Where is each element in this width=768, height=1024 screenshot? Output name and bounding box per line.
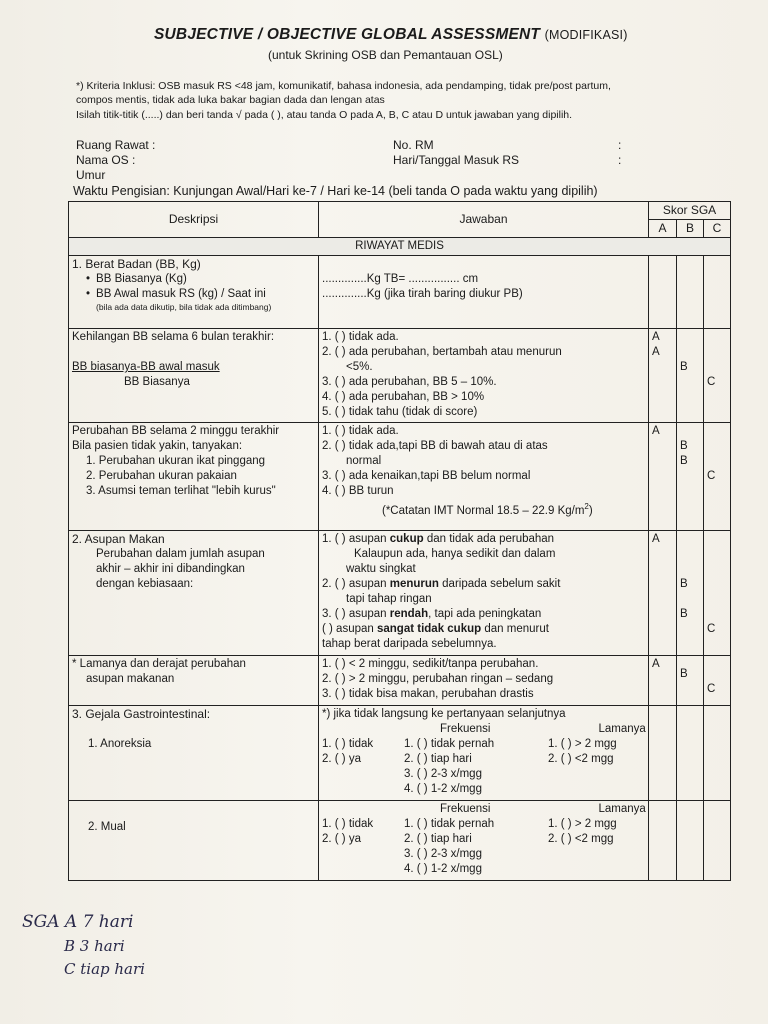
row5-score-a: A [649, 656, 677, 706]
header-jawaban: Jawaban [319, 202, 649, 238]
anoreksia-col-frekuensi: 1. ( ) tidak pernah 2. ( ) tiap hari 3. ( ) 2-3 x/mgg 4. ( ) 1-2 x/mgg [404, 738, 495, 795]
table-row [69, 423, 731, 531]
field-colon-2: : [618, 153, 622, 167]
row3-score-c: C [704, 423, 731, 531]
header-deskripsi: Deskripsi [69, 202, 319, 238]
page-title: SUBJECTIVE / OBJECTIVE GLOBAL ASSESSMENT (MODIFIKASI) [154, 26, 628, 43]
row3-score-a: A [649, 423, 677, 531]
handwritten-note-c: C tiap hari [64, 960, 145, 978]
row2-deskripsi: Kehilangan BB selama 6 bulan terakhir: BB biasanya-BB awal masuk BB Biasanya [69, 329, 319, 423]
row5-score-c: C [704, 656, 731, 706]
table-row [69, 706, 731, 801]
anoreksia-col-ya: 1. ( ) tidak 2. ( ) ya [322, 738, 374, 765]
handwritten-note-b: B 3 hari [64, 937, 125, 955]
table-row [69, 656, 731, 706]
table-row [69, 531, 731, 656]
row6-deskripsi: 3. Gejala Gastrointestinal: 1. Anoreksia [69, 706, 319, 801]
table-row [69, 256, 731, 329]
row2-jawaban: 1. ( ) tidak ada. 2. ( ) ada perubahan, bertambah atau menurun <5%. 3. ( ) ada perubahan, BB 5 – 10%. 4. ( ) ada perubahan, BB > 10% 5. ( ) tidak tahu (tidak di score) [319, 329, 649, 423]
row2-score-c: C [704, 329, 731, 423]
header-col-c: C [704, 220, 731, 238]
field-colon-1: : [618, 138, 622, 152]
criteria-line-2: compos mentis, tidak ada luka bakar bagian dada dan lengan atas [76, 94, 385, 106]
header-col-a: A [649, 220, 677, 238]
header-col-b: B [677, 220, 704, 238]
row3-deskripsi: Perubahan BB selama 2 minggu terakhir Bila pasien tidak yakin, tanyakan: 1. Perubahan ukuran ikat pinggang 2. Perubahan ukuran pakaian 3. Asumsi teman terlihat "lebih kurus" [69, 423, 319, 531]
waktu-pengisian: Waktu Pengisian: Kunjungan Awal/Hari ke-7 / Hari ke-14 (beli tanda O pada waktu yang dipilih) [73, 184, 598, 198]
row1-deskripsi: 1. Berat Badan (BB, Kg) • BB Biasanya (Kg) • BB Awal masuk RS (kg) / Saat ini (bila ada data dikutip, bila tidak ada ditimbang) [69, 256, 319, 329]
section-row-riwayat-medis [69, 238, 731, 256]
field-nama-os: Nama OS : [76, 153, 136, 167]
row5-score-b: B [677, 656, 704, 706]
mual-col-ya: 1. ( ) tidak 2. ( ) ya [322, 818, 374, 845]
mual-col-lamanya: 1. ( ) > 2 mgg 2. ( ) <2 mgg [548, 818, 617, 845]
row4-jawaban: 1. ( ) asupan cukup dan tidak ada perubahan Kalaupun ada, hanya sedikit dan dalam waktu singkat 2. ( ) asupan menurun daripada sebelum sakit tapi tahap ringan 3. ( ) asupan rendah, tapi ada peningkatan ( ) asupan sangat tidak cukup dan menurut tahap berat daripada sebelumnya. [319, 531, 649, 656]
row5-deskripsi: * Lamanya dan derajat perubahan asupan makanan [69, 656, 319, 706]
row4-score-b: B B [677, 531, 704, 656]
table-header-row [69, 202, 731, 220]
row7-jawaban: Frekuensi Lamanya 1. ( ) tidak 2. ( ) ya 1. ( ) tidak pernah 2. ( ) tiap hari 3. ( ) 2-3 x/mgg 4. ( ) 1-2 x/mgg 1. ( ) > 2 mgg 2. ( ) <2 mgg [319, 801, 649, 881]
section-riwayat-medis: RIWAYAT MEDIS [69, 238, 731, 256]
row2-score-a: A A [649, 329, 677, 423]
page-subtitle: (untuk Skrining OSB dan Pemantauan OSL) [268, 48, 503, 62]
field-ruang-rawat: Ruang Rawat : [76, 138, 156, 152]
handwritten-note-a: SGA A 7 hari [22, 912, 134, 932]
anoreksia-col-lamanya: 1. ( ) > 2 mgg 2. ( ) <2 mgg [548, 738, 617, 765]
field-hari-tanggal: Hari/Tanggal Masuk RS [393, 153, 520, 167]
row3-jawaban: 1. ( ) tidak ada. 2. ( ) tidak ada,tapi BB di bawah atau di atas normal 3. ( ) ada kenaikan,tapi BB belum normal 4. ( ) BB turun (*Catatan IMT Normal 18.5 – 22.9 $Kg/m^2$) [319, 423, 649, 531]
field-no-rm: No. RM [393, 138, 434, 152]
row7-deskripsi: 2. Mual [69, 801, 319, 881]
mual-col-frekuensi: 1. ( ) tidak pernah 2. ( ) tiap hari 3. ( ) 2-3 x/mgg 4. ( ) 1-2 x/mgg [404, 818, 495, 875]
row6-jawaban: *) jika tidak langsung ke pertanyaan selanjutnya Frekuensi Lamanya 1. ( ) tidak 2. ( ) ya 1. ( ) tidak pernah 2. ( ) tiap hari 3. ( ) 2-3 x/mgg 4. ( ) 1-2 x/mgg 1. ( ) > 2 mgg 2. ( ) <2 mgg [319, 706, 649, 801]
table-row [69, 801, 731, 881]
row5-jawaban: 1. ( ) < 2 minggu, sedikit/tanpa perubahan. 2. ( ) > 2 minggu, perubahan ringan – sedang 3. ( ) tidak bisa makan, perubahan drastis [319, 656, 649, 706]
criteria-line-1: *) Kriteria Inklusi: OSB masuk RS <48 jam, komunikatif, bahasa indonesia, ada pendamping, tidak pre/post partum, [76, 80, 611, 92]
row1-jawaban: ..............Kg TB= ................ cm ..............Kg (jika tirah baring diukur PB) [319, 256, 649, 329]
header-skor-sga: Skor SGA [649, 202, 731, 220]
row4-deskripsi: 2. Asupan Makan Perubahan dalam jumlah asupan akhir – akhir ini dibandingkan dengan kebiasaan: [69, 531, 319, 656]
sga-table [68, 201, 731, 881]
field-umur: Umur [76, 168, 106, 182]
table-row [69, 329, 731, 423]
instruction-text: Isilah titik-titik (.....) dan beri tanda √ pada ( ), atau tanda O pada A, B, C atau D untuk jawaban yang dipilih. [76, 109, 573, 121]
title-suffix: (MODIFIKASI) [544, 28, 628, 42]
row4-score-a: A [649, 531, 677, 656]
row4-score-c: C [704, 531, 731, 656]
row3-score-b: B B [677, 423, 704, 531]
row2-score-b: B [677, 329, 704, 423]
